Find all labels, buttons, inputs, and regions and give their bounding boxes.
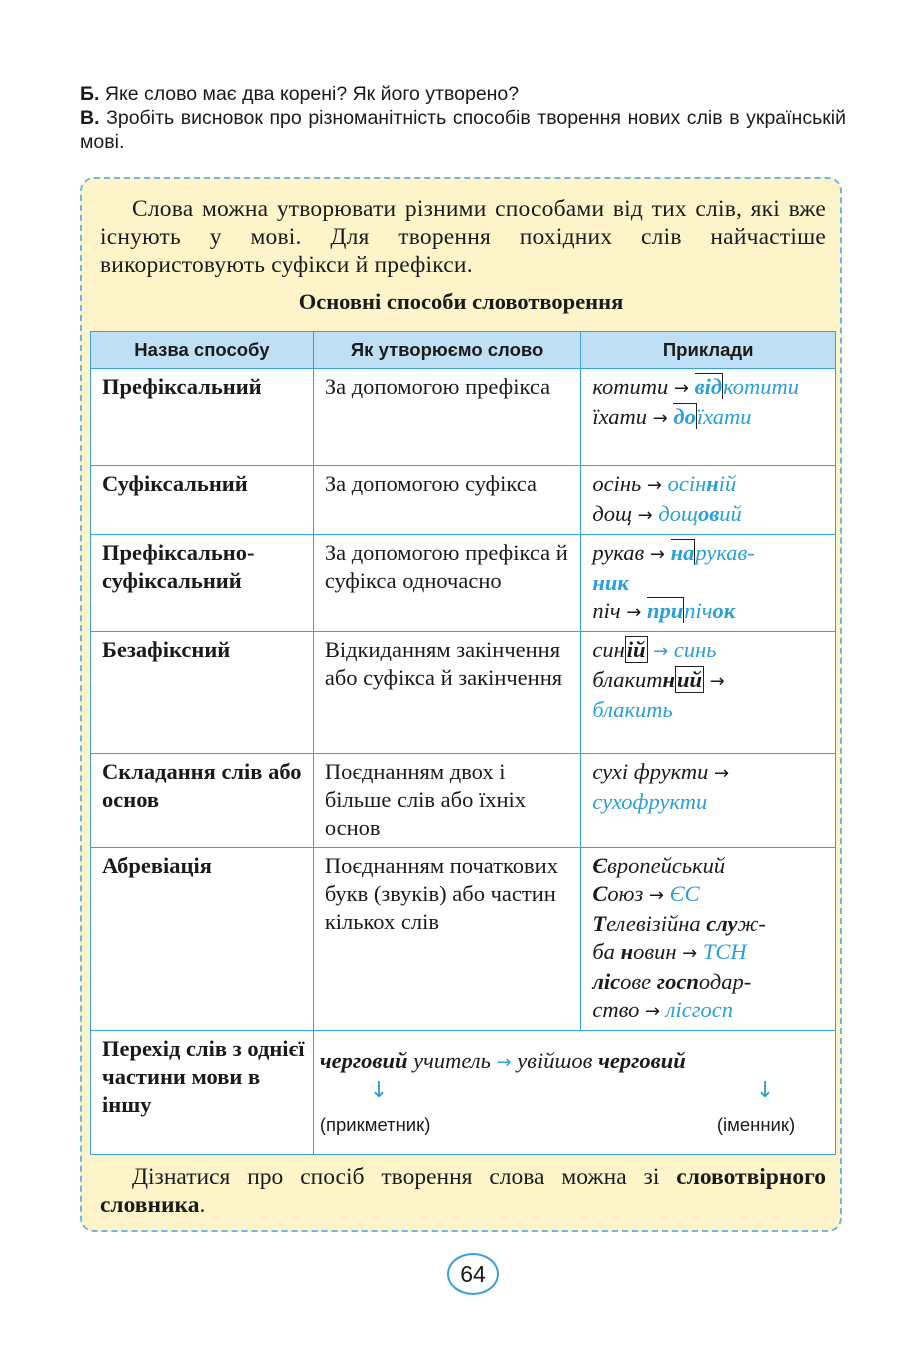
method-name: Суфіксальний (91, 466, 314, 535)
rule-intro: Слова можна утворювати різними способами від тих слів, які вже існують у мові. Для творення похідних слів найчастіше використовують суфікси й префікси. (100, 196, 826, 278)
table-row (91, 369, 836, 466)
method-how: Поєднанням двох і більше слів або їхніх основ (313, 754, 581, 848)
down-arrow-icon: ↓ (369, 1078, 389, 1103)
conversion-sentence: черговий учитель → увійшов черговий (319, 1048, 686, 1073)
table-row (91, 535, 836, 632)
word-formation-table (90, 331, 836, 1155)
method-name: Префіксальний (91, 369, 314, 466)
arrow-icon: → (682, 943, 698, 964)
rule-outro: Дізнатися про спосіб творення слова можна зі словотвірного словника. (100, 1164, 826, 1218)
arrow-icon: → (648, 885, 664, 906)
table-header-row (91, 332, 836, 369)
task-b: Б. Яке слово має два корені? Як його утворено? (80, 83, 520, 105)
method-examples: сухі фрукти → сухофрукти (581, 754, 836, 848)
method-examples: Європейський Союз → ЄС Телевізійна служ- ба новин → ТСН лісове господар- ство → лісгосп (581, 848, 836, 1031)
method-examples: осінь → осінній дощ → дощовий (581, 466, 836, 535)
method-how: Відкиданням закінчення або суфікса й закінчення (313, 632, 581, 754)
method-how: За допомогою суфікса (313, 466, 581, 535)
arrow-icon: → (646, 475, 662, 496)
method-name: Складання слів або основ (91, 754, 314, 848)
arrow-icon: → (652, 408, 668, 429)
table-row (91, 848, 836, 1031)
header-examples: Приклади (581, 332, 836, 369)
header-how: Як утворюємо слово (313, 332, 581, 369)
method-name: Безафіксний (91, 632, 314, 754)
table-row (91, 754, 836, 848)
task-list (80, 82, 846, 154)
method-name: Абревіація (91, 848, 314, 1031)
label-adjective: (прикметник) (319, 1114, 431, 1135)
arrow-icon: → (644, 1001, 661, 1022)
table-row (91, 466, 836, 535)
method-how: За допомогою префікса (313, 369, 581, 466)
method-examples: синій → синь блакитний → блакить (581, 632, 836, 754)
arrow-icon: → (496, 1052, 512, 1073)
arrow-icon: → (653, 641, 669, 662)
arrow-icon: → (626, 602, 642, 623)
method-how: За допомогою префікса й суфікса одночасно (313, 535, 581, 632)
header-method: Назва способу (91, 332, 314, 369)
conversion-example (313, 1031, 835, 1155)
arrow-icon: → (709, 671, 725, 692)
arrow-icon: → (673, 378, 689, 399)
method-name: Перехід слів з однієї частини мови в іншу (91, 1031, 314, 1155)
arrow-icon: → (649, 544, 665, 565)
arrow-icon: → (714, 763, 730, 784)
task-v: В. Зробіть висновок про різноманітність способів творення нових слів в українській мові. (80, 107, 846, 153)
label-noun: (іменник) (716, 1114, 796, 1135)
method-name: Префіксально-суфіксальний (91, 535, 314, 632)
rule-box (80, 177, 842, 1232)
page-number: 64 (447, 1253, 499, 1295)
method-examples: рукав → нарукав- ник піч → припічок (581, 535, 836, 632)
table-row (91, 632, 836, 754)
table-title: Основні способи словотворення (298, 289, 624, 314)
arrow-icon: → (637, 505, 653, 526)
method-how: Поєднанням початкових букв (звуків) або частин кількох слів (313, 848, 581, 1031)
method-examples: котити → відкотити їхати → доїхати (581, 369, 836, 466)
down-arrow-icon: ↓ (755, 1078, 775, 1103)
table-row (91, 1031, 836, 1155)
